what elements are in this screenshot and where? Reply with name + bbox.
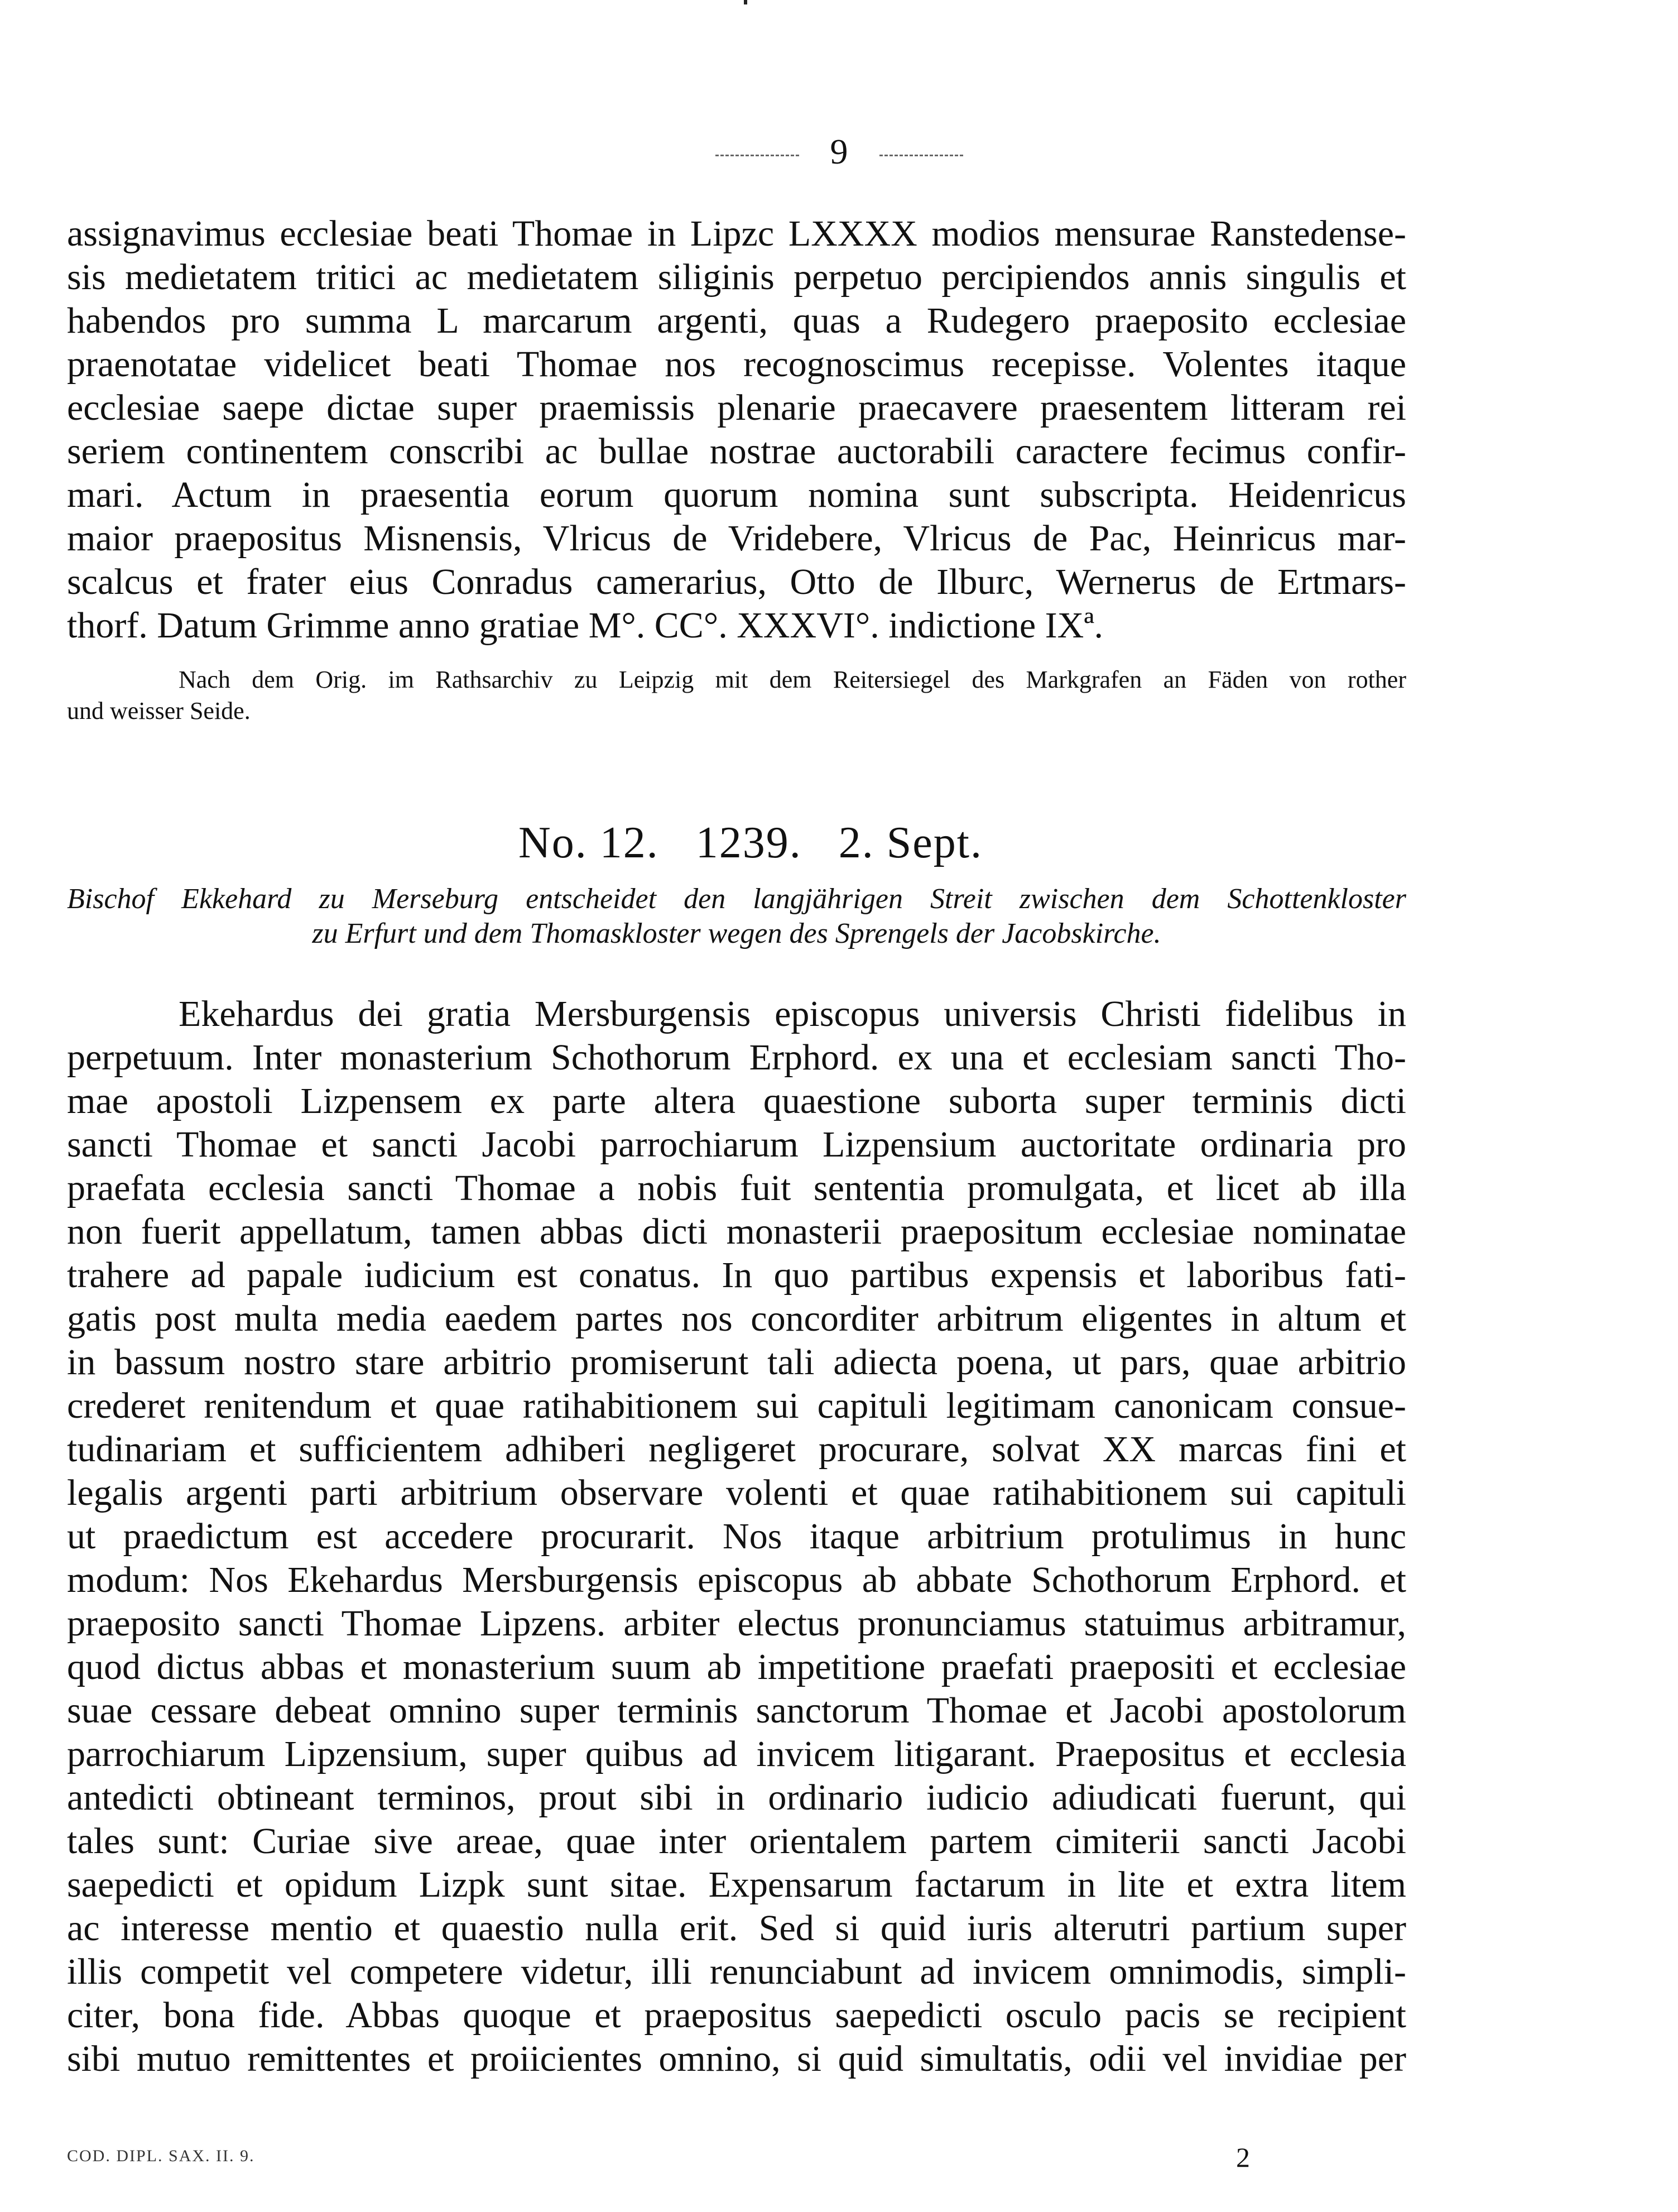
text-line: praefata ecclesia sancti Thomae a nobis fuit sententia promulgata, et licet ab illa — [67, 1168, 1406, 1208]
text-line: sibi mutuo remittentes et proiicientes omnino, si quid simultatis, odii vel invidiae per — [67, 2038, 1406, 2079]
text-line: in bassum nostro stare arbitrio promiserunt tali adiecta poena, ut pars, quae arbitrio — [67, 1342, 1406, 1383]
text-line: antedicti obtineant terminos, prout sibi in ordinario iudicio adiudicati fuerunt, qui — [67, 1777, 1406, 1818]
text-line: ut praedictum est accedere procurarit. Nos itaque arbitrium protulimus in hunc — [67, 1516, 1406, 1557]
text-line: trahere ad papale iudicium est conatus. In quo partibus expensis et laboribus fati- — [67, 1255, 1406, 1295]
text-line: mae apostoli Lizpensem ex parte altera quaestione suborta super terminis dicti — [67, 1081, 1406, 1121]
text-line: crederet renitendum et quae ratihabitionem sui capituli legitimam canonicam consue- — [67, 1385, 1406, 1426]
text-line: mari. Actum in praesentia eorum quorum nomina sunt subscripta. Heidenricus — [67, 474, 1406, 515]
text-line: Ekehardus dei gratia Mersburgensis episcopus universis Christi fidelibus in — [179, 994, 1406, 1034]
footer-signature: COD. DIPL. SAX. II. 9. — [67, 2147, 255, 2165]
text-line: seriem continentem conscribi ac bullae nostrae auctorabili caractere fecimus confir- — [67, 431, 1406, 472]
document-summary — [67, 882, 1406, 951]
text-line: sancti Thomae et sancti Jacobi parrochiarum Lizpensium auctoritate ordinaria pro — [67, 1124, 1406, 1165]
text-line: tales sunt: Curiae sive areae, quae inter orientalem partem cimiterii sancti Jacobi — [67, 1821, 1406, 1861]
footer-sheet-number: 2 — [1236, 2142, 1250, 2173]
summary-line: Bischof Ekkehard zu Merseburg entscheidet den langjährigen Streit zwischen dem Schottenkloster — [67, 883, 1406, 915]
text-line: saepedicti et opidum Lizpk sunt sitae. Expensarum factarum in lite et extra litem — [67, 1864, 1406, 1905]
text-line: sis medietatem tritici ac medietatem siliginis perpetuo percipiendos annis singulis et — [67, 257, 1406, 298]
header-rule-right — [879, 155, 963, 156]
text-line: citer, bona fide. Abbas quoque et praepositus saepedicti osculo pacis se recipient — [67, 1995, 1406, 2036]
text-line: gatis post multa media eaedem partes nos concorditer arbitrum eligentes in altum et — [67, 1298, 1406, 1339]
text-line: legalis argenti parti arbitrium observare volenti et quae ratihabitionem sui capituli — [67, 1472, 1406, 1513]
text-line: parrochiarum Lipzensium, super quibus ad invicem litigarant. Praepositus et ecclesia — [67, 1734, 1406, 1774]
page-number: 9 — [830, 132, 848, 171]
text-line: thorf. Datum Grimme anno gratiae M°. CC°. XXXVI°. indictione IXª. — [67, 605, 1104, 646]
text-line: illis competit vel competere videtur, illi renunciabunt ad invicem omnimodis, simpli- — [67, 1951, 1406, 1992]
text-line: quod dictus abbas et monasterium suum ab impetitione praefati praepositi et ecclesiae — [67, 1647, 1406, 1687]
text-line: suae cessare debeat omnino super terminis sanctorum Thomae et Jacobi apostolorum — [67, 1690, 1406, 1731]
note-line: und weisser Seide. — [67, 697, 251, 724]
document-12-text — [67, 992, 1406, 2081]
document-heading: No. 12. 1239. 2. Sept. — [518, 818, 983, 867]
text-line: tudinariam et sufficientem adhiberi negligeret procurare, solvat XX marcas fini et — [67, 1429, 1406, 1470]
page-number-header — [0, 129, 1678, 174]
text-line: habendos pro summa L marcarum argenti, quas a Rudegero praeposito ecclesiae — [67, 300, 1406, 341]
text-line: non fuerit appellatum, tamen abbas dicti monasterii praepositum ecclesiae nominatae — [67, 1211, 1406, 1252]
note-line: Nach dem Orig. im Rathsarchiv zu Leipzig mit dem Reitersiegel des Markgrafen an Fäden von rother — [179, 666, 1406, 693]
header-rule-left — [715, 155, 799, 156]
text-line: modum: Nos Ekehardus Mersburgensis episcopus ab abbate Schothorum Erphord. et — [67, 1560, 1406, 1600]
text-line: assignavimus ecclesiae beati Thomae in Lipzc LXXXX modios mensurae Ranstedense- — [67, 213, 1406, 254]
text-line: praenotatae videlicet beati Thomae nos recognoscimus recepisse. Volentes itaque — [67, 344, 1406, 385]
text-line: ac interesse mentio et quaestio nulla erit. Sed si quid iuris alterutri partium super — [67, 1908, 1406, 1949]
text-line: perpetuum. Inter monasterium Schothorum Erphord. ex una et ecclesiam sancti Tho- — [67, 1037, 1406, 1078]
text-line: scalcus et frater eius Conradus camerarius, Otto de Ilburc, Wernerus de Ertmars- — [67, 562, 1406, 602]
charter-11-text — [67, 212, 1406, 647]
source-note — [67, 664, 1406, 727]
text-line: ecclesiae saepe dictae super praemissis plenarie praecavere praesentem litteram rei — [67, 387, 1406, 428]
summary-line: zu Erfurt und dem Thomaskloster wegen des Sprengels der Jacobskirche. — [312, 918, 1161, 949]
top-mark — [744, 0, 747, 4]
text-line: maior praepositus Misnensis, Vlricus de Vridebere, Vlricus de Pac, Heinricus mar- — [67, 518, 1406, 559]
text-line: praeposito sancti Thomae Lipzens. arbiter electus pronunciamus statuimus arbitramur, — [67, 1603, 1406, 1644]
